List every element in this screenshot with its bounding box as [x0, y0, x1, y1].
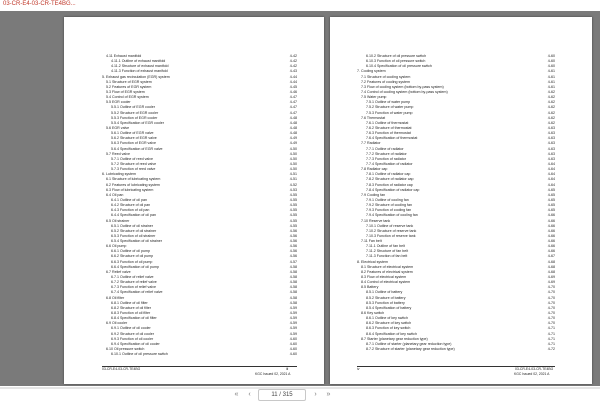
toc-entry-title: 8.7.1 Outline of starter (planetary gear reduction type): [366, 341, 452, 346]
toc-entry-page: 4-63: [547, 131, 555, 136]
toc-entry-title: 7.2 Features of cooling system: [361, 79, 410, 84]
toc-entry-title: 7.8.1 Outline of radiator cap: [366, 172, 411, 177]
toc-entry-page: 4-64: [547, 167, 555, 172]
toc-entry-title: 7.3 Flow of cooling system (bottom by-pass system): [361, 84, 444, 89]
toc-entry-title: 5.7.1 Outline of reed valve: [111, 156, 153, 161]
toc-entry-page: 4-72: [547, 347, 555, 352]
toc-entry-title: 5.7 Reed valve: [106, 151, 130, 156]
toc-entry-title: 7. Cooling system: [357, 69, 386, 74]
toc-entry-page: 4-57: [289, 259, 297, 264]
toc-entry-title: 8.5.3 Function of battery: [366, 300, 405, 305]
toc-entry-page: 4-71: [547, 341, 555, 346]
toc-entry-title: 4.11 Exhaust manifold: [106, 54, 142, 58]
toc-entry-page: 4-66: [547, 233, 555, 238]
toc-entry-title: 7.9.2 Structure of cooling fan: [366, 203, 412, 208]
toc-entry-page: 4-58: [289, 280, 297, 285]
last-page-icon[interactable]: »: [326, 391, 331, 398]
toc-entry-page: 4-58: [289, 300, 297, 305]
toc-entry-title: 6.10.3 Function of oil pressure switch: [366, 59, 426, 64]
toc-entry-title: 6.4.3 Function of oil pan: [111, 208, 150, 213]
toc-entry[interactable]: [102, 352, 297, 357]
window-title: 03-CR-E4-03-CR-TE4BG...: [3, 1, 76, 7]
toc-entry-page: 4-50: [289, 151, 297, 156]
toc-entry-title: 8.6.3 Function of key switch: [366, 326, 411, 331]
toc-entry-page: 4-66: [547, 218, 555, 223]
toc-entry-page: 4-42: [289, 64, 297, 69]
prev-page-icon[interactable]: ‹: [248, 391, 251, 398]
toc-entry-title: 6.9.4 Specification of oil cooler: [111, 341, 160, 346]
toc-entry-title: 7.6.3 Function of thermostat: [366, 131, 411, 136]
toc-entry-title: 6.6 Oil pump: [106, 244, 127, 249]
toc-entry-title: 7.5.2 Structure of water pump: [366, 105, 414, 110]
toc-entry-page: 4-60: [289, 336, 297, 341]
toc-entry-title: 6.5 Oil strainer: [106, 218, 130, 223]
toc-entry-page: 4-63: [547, 141, 555, 146]
toc-entry-title: 5.1 Structure of EGR system: [106, 79, 152, 84]
toc-entry-title: 4.11.3 Function of exhaust manifold: [111, 69, 168, 74]
toc-entry-page: 4-71: [547, 336, 555, 341]
viewer-toolbar: [0, 386, 600, 403]
toc-entry-title: 6.7.4 Specification of relief valve: [111, 290, 163, 295]
toc-entry-title: 6.8 Oil filter: [106, 295, 125, 300]
toc-entry-page: 4-62: [547, 110, 555, 115]
footer-issue: KGC Issued 02, 2021 A: [514, 372, 550, 376]
toc-entry-page: 4-47: [289, 95, 297, 100]
toc-entry-page: 4-68: [547, 259, 555, 264]
toc-entry-page: 4-49: [289, 136, 297, 141]
toc-entry-page: 4-59: [289, 311, 297, 316]
first-page-icon[interactable]: «: [234, 391, 239, 398]
toc-entry-page: 4-68: [547, 264, 555, 269]
toc-entry-page: 4-70: [547, 311, 555, 316]
toc-entry-page: 4-58: [289, 295, 297, 300]
toc-entry-page: 4-62: [547, 115, 555, 120]
toc-entry-title: 8.7.2 Structure of starter (planetary gear reduction type): [366, 347, 455, 352]
toc-entry-title: 7.7.3 Function of radiator: [366, 156, 406, 161]
toc-entry-title: 5.6.4 Specification of EGR valve: [111, 146, 163, 151]
toc-entry-page: 4-59: [289, 305, 297, 310]
toc-entry-title: 6.4.1 Outline of oil pan: [111, 197, 147, 202]
toc-entry-title: 7.4 Control of cooling system (bottom by-pass system): [361, 89, 448, 94]
footer-doc-code: 03-CR-E4-03-CR-TE4BG: [102, 367, 141, 371]
toc-entry-title: 5.6.3 Function of EGR valve: [111, 141, 156, 146]
toc-entry-page: 4-58: [289, 275, 297, 280]
toc-entry-page: 4-55: [289, 197, 297, 202]
toc-entry-page: 4-61: [547, 69, 555, 74]
toc-entry-title: 7.8.3 Function of radiator cap: [366, 182, 413, 187]
toc-entry-title: 7.8.2 Structure of radiator cap: [366, 177, 414, 182]
toc-entry-page: 4-63: [547, 151, 555, 156]
toc-entry-title: 6.10.4 Specification of oil pressure switch: [366, 64, 432, 69]
toc-entry-page: 4-60: [547, 59, 555, 64]
toc-entry-page: 4-65: [547, 208, 555, 213]
toc-entry-page: 4-63: [547, 136, 555, 141]
toc-entry-page: 4-56: [289, 254, 297, 259]
toc-entry-page: 4-47: [289, 110, 297, 115]
toc-entry-title: 8.6.1 Outline of key switch: [366, 316, 408, 321]
toc-entry-page: 4-61: [547, 79, 555, 84]
toc-entry-page: 4-50: [289, 161, 297, 166]
toc-entry-page: 4-55: [289, 213, 297, 218]
toc-entry-page: 4-67: [547, 254, 555, 259]
toc-entry-title: 6.8.3 Function of oil filter: [111, 311, 151, 316]
toc-entry-page: 4-48: [289, 131, 297, 136]
toc-entry-page: 4-62: [547, 120, 555, 125]
toc-entry-title: 7.5.1 Outline of water pump: [366, 100, 411, 105]
toc-entry-title: 8. Electrical system: [357, 259, 388, 264]
toc-entry-page: 4-59: [289, 326, 297, 331]
toc-entry-page: 4-63: [547, 125, 555, 130]
toc-entry-page: 4-60: [547, 54, 555, 58]
toc-entry-title: 5.3 Flow of EGR system: [106, 89, 145, 94]
toc-entry-page: 4-56: [289, 239, 297, 244]
toc-entry-title: 5.5.4 Specification of EGR cooler: [111, 120, 164, 125]
toc-entry-page: 4-70: [547, 321, 555, 326]
toc-entry-title: 6.1 Structure of lubricating system: [106, 177, 161, 182]
footer-issue: KGC Issued 02, 2021 A: [255, 372, 291, 376]
toc-entry-title: 5.2 Features of EGR system: [106, 84, 152, 89]
toc-entry-page: 4-69: [547, 275, 555, 280]
toc-entry-page: 4-51: [289, 172, 297, 177]
toc-entry-page: 4-56: [289, 228, 297, 233]
toc-entry-page: 4-48: [289, 125, 297, 130]
toc-entry-page: 4-68: [547, 269, 555, 274]
toc-entry-title: 6.6.4 Specification of oil pump: [111, 264, 159, 269]
toc-entry-page: 4-60: [289, 347, 297, 352]
toc-entry-page: 4-71: [547, 326, 555, 331]
toc-entry-page: 4-42: [289, 59, 297, 64]
toc-entry-title: 7.7.1 Outline of radiator: [366, 146, 404, 151]
toc-entry-title: 6.2 Features of lubricating system: [106, 182, 160, 187]
toc-list: [357, 54, 555, 352]
toc-entry-page: 4-59: [289, 321, 297, 326]
toc-entry-page: 4-48: [289, 115, 297, 120]
toc-entry-title: 5.6.2 Structure of EGR valve: [111, 136, 157, 141]
toc-entry-title: 5.4 Control of EGR system: [106, 95, 149, 100]
toc-entry-title: 8.3 Flow of electrical system: [361, 275, 407, 280]
toc-entry-page: 4-58: [289, 285, 297, 290]
toc-entry-title: 7.10 Reserve tank: [361, 218, 391, 223]
toc-entry-page: 4-71: [547, 331, 555, 336]
toc-entry-page: 4-70: [547, 305, 555, 310]
toc-entry-page: 4-70: [547, 295, 555, 300]
toc-entry-page: 4-63: [547, 156, 555, 161]
toc-entry-page: 4-66: [547, 213, 555, 218]
toc-entry-title: 5. Exhaust gas recirculation (EGR) system: [102, 74, 170, 79]
toc-entry-title: 8.6 Key switch: [361, 311, 385, 316]
toc-entry-title: 8.5 Battery: [361, 285, 379, 290]
toc-entry-page: 4-49: [289, 141, 297, 146]
toc-entry-page: 4-66: [547, 244, 555, 249]
toc-entry-page: 4-45: [289, 84, 297, 89]
toc-entry-page: 4-60: [289, 352, 297, 357]
toc-entry-page: 4-42: [289, 54, 297, 58]
toc-entry-title: 6.4 Oil pan: [106, 192, 124, 197]
toc-entry-title: 5.5.2 Structure of EGR cooler: [111, 110, 159, 115]
toc-entry-page: 4-69: [547, 280, 555, 285]
toc-entry-page: 4-63: [547, 146, 555, 151]
toc-entry-title: 6.8.1 Outline of oil filter: [111, 300, 148, 305]
toc-entry-page: 4-44: [289, 79, 297, 84]
toc-entry-title: 8.6.2 Structure of key switch: [366, 321, 412, 326]
toc-entry-title: 7.7.2 Structure of radiator: [366, 151, 407, 156]
toc-entry-page: 4-61: [547, 84, 555, 89]
toc-entry-title: 8.5.2 Structure of battery: [366, 295, 406, 300]
toc-entry-page: 4-64: [547, 161, 555, 166]
toc-entry-page: 4-56: [289, 244, 297, 249]
toc-entry-title: 7.9.3 Function of cooling fan: [366, 208, 412, 213]
toc-entry-page: 4-59: [289, 331, 297, 336]
toc-entry-title: 8.4 Control of electrical system: [361, 280, 411, 285]
toc-entry-page: 4-65: [547, 187, 555, 192]
toc-entry-page: 4-50: [289, 167, 297, 172]
toc-entry-title: 7.7.4 Specification of radiator: [366, 161, 413, 166]
toc-entry-title: 6.6.1 Outline of oil pump: [111, 249, 150, 254]
toc-entry-page: 4-44: [289, 74, 297, 79]
toc-entry-title: 6.6.2 Structure of oil pump: [111, 254, 154, 259]
toc-entry-page: 4-61: [547, 74, 555, 79]
toc-entry-page: 4-60: [547, 64, 555, 69]
toc-entry-title: 8.6.4 Specification of key switch: [366, 331, 417, 336]
toc-entry-page: 4-59: [289, 316, 297, 321]
footer-page-number: iii: [286, 367, 289, 371]
toc-entry-title: 8.7 Starter (planetary gear reduction type): [361, 336, 428, 341]
toc-entry-page: 4-46: [289, 89, 297, 94]
toc-entry-title: 6.10 Oil pressure switch: [106, 347, 145, 352]
toc-entry-title: 6.3 Flow of lubricating system: [106, 187, 154, 192]
toc-entry-page: 4-56: [289, 249, 297, 254]
toc-entry-title: 7.11.3 Function of fan belt: [366, 254, 408, 259]
toc-entry-page: 4-50: [289, 146, 297, 151]
toc-entry-page: 4-66: [547, 239, 555, 244]
toc-entry-page: 4-47: [289, 100, 297, 105]
toc-entry-title: 7.5.3 Function of water pump: [366, 110, 413, 115]
toc-entry-page: 4-58: [289, 269, 297, 274]
toc-entry-page: 4-62: [547, 89, 555, 94]
toc-entry-title: 7.1 Structure of cooling system: [361, 74, 411, 79]
toc-entry-title: 5.6.1 Outline of EGR valve: [111, 131, 154, 136]
toc-entry-title: 6.5.4 Specification of oil strainer: [111, 239, 162, 244]
toc-entry-title: 6.10.1 Outline of oil pressure switch: [111, 352, 168, 357]
toc-entry-page: 4-70: [547, 290, 555, 295]
toc-entry-title: 7.6.4 Specification of thermostat: [366, 136, 418, 141]
toc-entry-title: 7.9.1 Outline of cooling fan: [366, 197, 409, 202]
toc-entry-title: 6.8.2 Structure of oil filter: [111, 305, 151, 310]
toc-entry-title: 6.9.2 Structure of oil cooler: [111, 331, 154, 336]
title-bar: [0, 0, 600, 11]
toc-entry-title: 8.5.1 Outline of battery: [366, 290, 403, 295]
toc-entry-page: 4-60: [289, 341, 297, 346]
toc-entry-title: 7.11.1 Outline of fan belt: [366, 244, 405, 249]
toc-entry-title: 7.8.4 Specification of radiator cap: [366, 187, 420, 192]
toc-entry-page: 4-65: [547, 192, 555, 197]
toc-entry-page: 4-55: [289, 223, 297, 228]
toc-entry-title: 5.5 EGR cooler: [106, 100, 131, 105]
toc-entry-title: 7.10.3 Function of reserve tank: [366, 233, 416, 238]
toc-entry-title: 6.4.2 Structure of oil pan: [111, 203, 151, 208]
toc-entry-page: 4-58: [289, 290, 297, 295]
toc-entry-title: 6.10.2 Structure of oil pressure switch: [366, 54, 427, 58]
toc-entry-title: 7.6.2 Structure of thermostat: [366, 125, 412, 130]
toc-entry-title: 5.6 EGR valve: [106, 125, 130, 130]
toc-entry-page: 4-43: [289, 69, 297, 74]
toc-entry-title: 6. Lubricating system: [102, 172, 136, 177]
toc-entry-page: 4-65: [547, 203, 555, 208]
toc-entry-page: 4-64: [547, 177, 555, 182]
toc-entry-title: 5.5.3 Function of EGR cooler: [111, 115, 158, 120]
next-page-icon[interactable]: ›: [314, 391, 317, 398]
toc-entry-title: 6.7.2 Structure of relief valve: [111, 280, 157, 285]
toc-entry-title: 6.9.1 Outline of oil cooler: [111, 326, 151, 331]
toc-entry-page: 4-70: [547, 300, 555, 305]
toc-entry-page: 4-64: [547, 172, 555, 177]
toc-entry-title: 7.5 Water pump: [361, 95, 387, 100]
toc-entry-title: 7.11.2 Structure of fan belt: [366, 249, 409, 254]
toc-entry-page: 4-48: [289, 120, 297, 125]
toc-entry-page: 4-55: [289, 192, 297, 197]
toc-entry-page: 4-70: [547, 285, 555, 290]
toc-entry-title: 4.11.2 Structure of exhaust manifold: [111, 64, 169, 69]
toc-entry-page: 4-56: [289, 233, 297, 238]
toc-entry-page: 4-62: [547, 95, 555, 100]
toc-entry-title: 6.4.4 Specification of oil pan: [111, 213, 156, 218]
toc-entry-page: 4-50: [289, 156, 297, 161]
toc-entry-title: 4.11.1 Outline of exhaust manifold: [111, 59, 166, 64]
toc-entry-page: 4-62: [547, 105, 555, 110]
toc-entry-title: 7.10.2 Structure of reserve tank: [366, 228, 417, 233]
toc-entry-title: 6.7 Relief valve: [106, 269, 131, 274]
toc-entry-title: 5.7.2 Structure of reed valve: [111, 161, 157, 166]
toc-entry-title: 7.9 Cooling fan: [361, 192, 386, 197]
toc-entry-page: 4-51: [289, 177, 297, 182]
toc-entry-title: 7.7 Radiator: [361, 141, 381, 146]
toc-entry-page: 4-58: [289, 264, 297, 269]
toc-entry-page: 4-66: [547, 228, 555, 233]
toc-entry-title: 6.5.3 Function of oil strainer: [111, 233, 156, 238]
toc-entry-page: 4-55: [289, 203, 297, 208]
toc-entry-title: 7.8 Radiator cap: [361, 167, 388, 172]
toc-entry-page: 4-47: [289, 105, 297, 110]
page-number-input[interactable]: 11 / 315: [258, 389, 306, 401]
toc-entry-title: 6.9 Oil cooler: [106, 321, 128, 326]
toc-entry-title: 8.1 Structure of electrical system: [361, 264, 414, 269]
toc-list: [102, 54, 297, 357]
footer-doc-code: 03-CR-E4-03-CR-TE4BG: [515, 367, 554, 371]
toc-entry-title: 5.7.3 Function of reed valve: [111, 167, 156, 172]
toc-entry-title: 6.7.1 Outline of relief valve: [111, 275, 154, 280]
pdf-page-right: [330, 17, 592, 384]
toc-entry-title: 8.2 Features of electrical system: [361, 269, 413, 274]
toc-entry-page: 4-62: [547, 100, 555, 105]
toc-entry-title: 8.5.4 Specification of battery: [366, 305, 412, 310]
toc-entry-page: 4-64: [547, 182, 555, 187]
toc-entry-page: 4-52: [289, 182, 297, 187]
toc-entry-title: 6.5.2 Structure of oil strainer: [111, 228, 157, 233]
toc-entry-page: 4-53: [289, 187, 297, 192]
toc-entry-title: 6.7.3 Function of relief valve: [111, 285, 156, 290]
pdf-page-left: [64, 17, 324, 384]
toc-entry-title: 7.6.1 Outline of thermostat: [366, 120, 409, 125]
toc-entry-page: 4-66: [547, 223, 555, 228]
footer-page-number: iv: [357, 367, 360, 371]
toc-entry-title: 6.8.4 Specification of oil filter: [111, 316, 157, 321]
toc-entry-title: 7.10.1 Outline of reserve tank: [366, 223, 414, 228]
toc-entry-page: 4-55: [289, 208, 297, 213]
toc-entry-title: 6.5.1 Outline of oil strainer: [111, 223, 153, 228]
toc-entry-page: 4-65: [547, 197, 555, 202]
toc-entry-title: 5.5.1 Outline of EGR cooler: [111, 105, 155, 110]
toc-entry[interactable]: [357, 347, 555, 352]
document-viewer[interactable]: [0, 11, 600, 386]
toc-entry-title: 6.6.3 Function of oil pump: [111, 259, 153, 264]
toc-entry-title: 7.9.4 Specification of cooling fan: [366, 213, 418, 218]
toc-entry-page: 4-66: [547, 249, 555, 254]
toc-entry-title: 7.11 Fan belt: [361, 239, 382, 244]
toc-entry-page: 4-70: [547, 316, 555, 321]
toc-entry-page: 4-55: [289, 218, 297, 223]
toc-entry-title: 7.6 Thermostat: [361, 115, 386, 120]
toc-entry-title: 6.9.3 Function of oil cooler: [111, 336, 154, 341]
